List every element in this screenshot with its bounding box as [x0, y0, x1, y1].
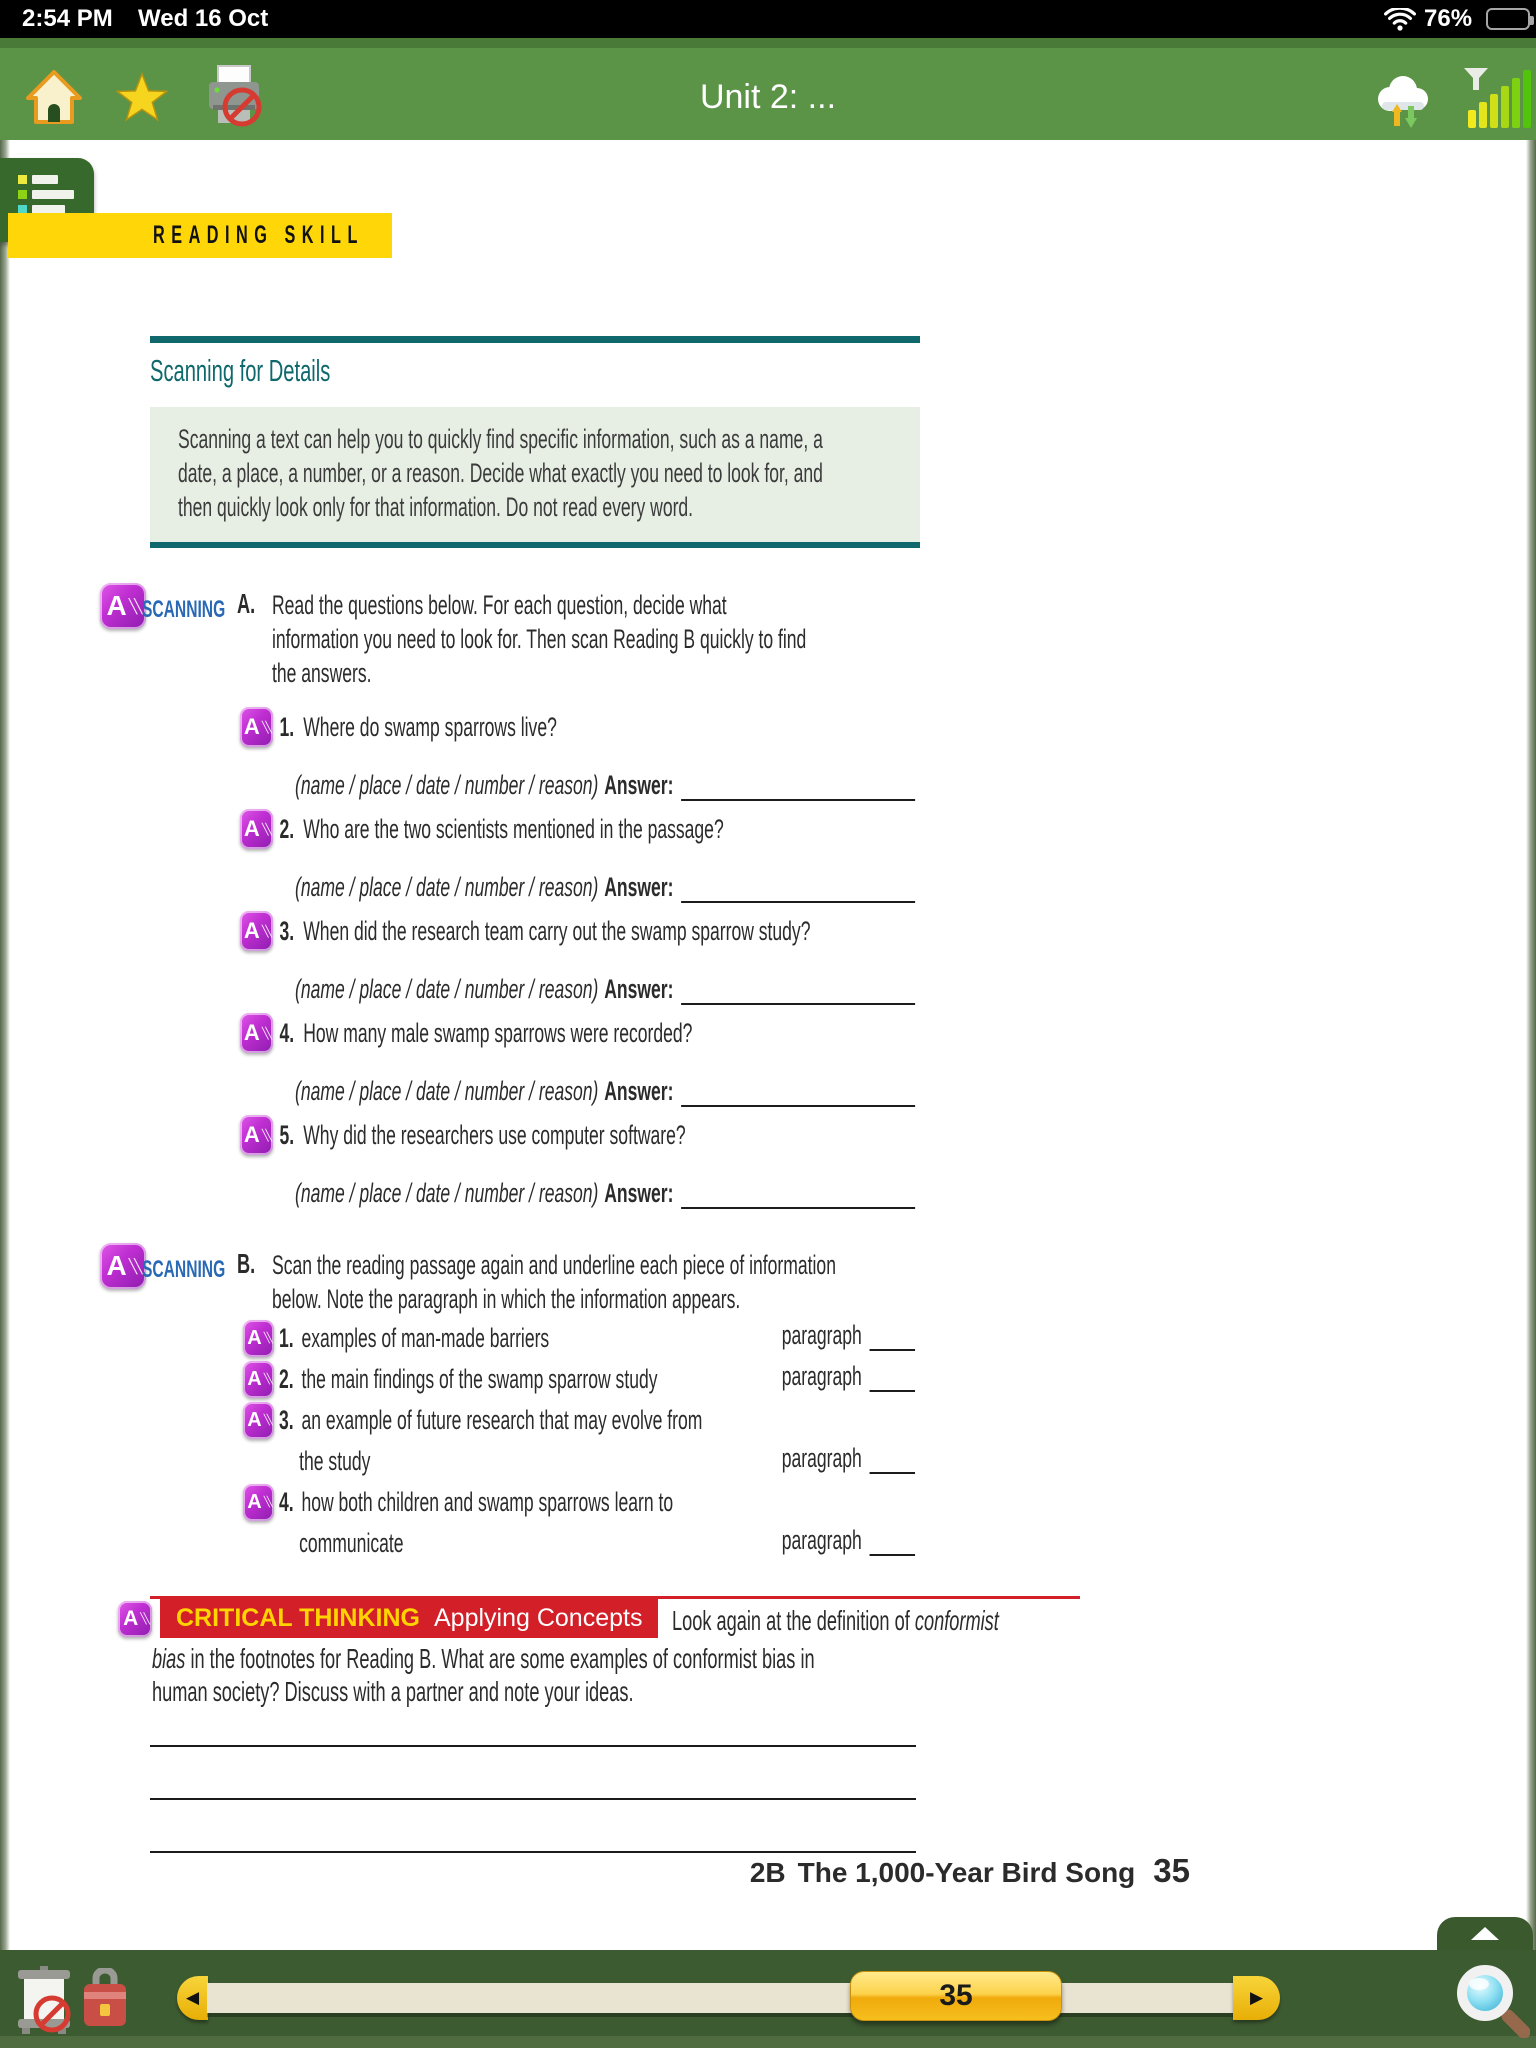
- wifi-icon: [1384, 8, 1416, 37]
- activity-a-letter: A.: [237, 588, 256, 619]
- activity-a-skill-label: SCANNING: [142, 596, 226, 623]
- projection-disabled-button[interactable]: [16, 1966, 72, 2041]
- magnifier-icon: [1452, 1960, 1530, 2038]
- item-text: communicate: [299, 1528, 404, 1558]
- item-text: examples of man-made barriers: [301, 1323, 550, 1353]
- question-badge-icon: A ╲╲: [240, 809, 273, 849]
- intro-line: date, a place, a number, or a reason. Decide what exactly you need to look for, and: [178, 458, 823, 488]
- question-row: [240, 910, 1100, 952]
- item-text: how both children and swamp sparrows learn to: [301, 1487, 674, 1517]
- answer-hint: (name / place / date / number / reason): [295, 974, 599, 1004]
- answer-blank-line[interactable]: [681, 1179, 915, 1209]
- item-number: 3.: [279, 1405, 294, 1435]
- item-number: 2.: [279, 1364, 294, 1394]
- answer-blank-line[interactable]: [681, 873, 915, 903]
- answer-blank-line[interactable]: [681, 975, 915, 1005]
- footer-section: 2B: [749, 1857, 786, 1888]
- answer-hint: (name / place / date / number / reason): [295, 1076, 599, 1106]
- right-arrow-icon: ▶: [1249, 1988, 1264, 2007]
- question-number: 4.: [279, 1017, 295, 1048]
- paragraph-blank-line[interactable]: [870, 1528, 916, 1556]
- activity-b-instructions: Scan the reading passage again and underline each piece of information below. Note the paragraph in which the information appears.: [272, 1250, 836, 1314]
- stats-button[interactable]: [1462, 66, 1532, 135]
- page-scrubber-track[interactable]: [207, 1983, 1233, 2013]
- battery-percent: 76%: [1424, 5, 1473, 32]
- item-number: 1.: [279, 1323, 294, 1353]
- skill-intro-box: [150, 407, 920, 548]
- page-back-button[interactable]: [177, 1976, 208, 2020]
- question-badge-icon: A ╲╲: [240, 1115, 273, 1155]
- question-badge-icon: A ╲╲: [240, 707, 273, 747]
- footer-page-number: 35: [1153, 1852, 1190, 1889]
- b-item-row: [243, 1400, 915, 1482]
- item-badge-icon: A ╲╲: [243, 1320, 274, 1357]
- paragraph-label: paragraph: [781, 1443, 862, 1473]
- answer-row: [295, 770, 915, 806]
- activity-a-badge-icon: A ╲╲: [100, 583, 146, 629]
- answer-row: [295, 1076, 915, 1112]
- intro-line: then quickly look only for that information. Do not read every word.: [178, 492, 694, 522]
- cloud-sync-icon: [1372, 72, 1432, 130]
- question-number: 5.: [279, 1119, 295, 1150]
- answer-row: [295, 1178, 915, 1214]
- intro-line: Scanning a text can help you to quickly find specific information, such as a name, a: [178, 424, 823, 454]
- status-bar: [0, 0, 1536, 38]
- critical-thinking-title: CRITICAL THINKING: [176, 1604, 420, 1632]
- footer-title: The 1,000-Year Bird Song: [797, 1857, 1136, 1888]
- ct-text-line: human society? Discuss with a partner and note your ideas.: [152, 1676, 634, 1707]
- answer-hint: (name / place / date / number / reason): [295, 770, 599, 800]
- status-time: 2:54 PM: [22, 5, 113, 32]
- question-text: Where do swamp sparrows live?: [303, 711, 557, 742]
- item-badge-icon: A ╲╲: [243, 1402, 274, 1439]
- page-title: Unit 2: ...: [699, 78, 837, 116]
- answer-hint: (name / place / date / number / reason): [295, 872, 599, 902]
- question-badge-icon: A ╲╲: [240, 911, 273, 951]
- stats-bars-icon: [1462, 66, 1532, 130]
- worksheet-page: [0, 140, 1536, 1950]
- paragraph-blank-line[interactable]: [870, 1364, 916, 1392]
- bottom-toolbar: [0, 1950, 1536, 2048]
- question-row: [240, 1012, 918, 1054]
- item-text: the study: [299, 1446, 371, 1476]
- item-badge-icon: A ╲╲: [243, 1484, 274, 1521]
- answer-label: Answer:: [604, 770, 674, 800]
- answer-row: [295, 872, 915, 908]
- answer-label: Answer:: [604, 1178, 674, 1208]
- section-heading: Scanning for Details: [150, 353, 331, 388]
- question-text: Who are the two scientists mentioned in the passage?: [303, 813, 724, 844]
- question-number: 3.: [279, 915, 295, 946]
- ct-text-line: bias in the footnotes for Reading B. What are some examples of conformist bias in: [152, 1643, 815, 1674]
- item-number: 4.: [279, 1487, 294, 1517]
- question-badge-icon: A ╲╲: [240, 1013, 273, 1053]
- critical-thinking-banner: [160, 1599, 658, 1638]
- activity-b-skill-label: SCANNING: [142, 1256, 226, 1283]
- projector-screen-disabled-icon: [16, 1966, 72, 2036]
- paragraph-blank-line[interactable]: [870, 1323, 916, 1351]
- page-right-edge: [1526, 140, 1536, 1950]
- answer-blank-line[interactable]: [681, 1077, 915, 1107]
- ct-text-line: Look again at the definition of conformist: [672, 1605, 999, 1636]
- reading-skill-banner: [8, 213, 392, 258]
- question-text: How many male swamp sparrows were recorded?: [303, 1017, 693, 1048]
- question-row: [240, 706, 710, 748]
- critical-thinking-subtitle: Applying Concepts: [433, 1604, 643, 1632]
- zoom-button[interactable]: [1452, 1960, 1530, 2043]
- battery-icon: [1486, 8, 1530, 30]
- writing-line[interactable]: [150, 1745, 916, 1747]
- paragraph-label: paragraph: [781, 1525, 862, 1555]
- list-icon: [18, 175, 94, 214]
- answer-label: Answer:: [604, 974, 674, 1004]
- left-arrow-icon: ◀: [185, 1988, 200, 2007]
- b-item-row: [243, 1359, 915, 1400]
- toolbox-icon: [82, 1968, 128, 2030]
- sync-button[interactable]: [1372, 72, 1432, 135]
- section-rule: [150, 336, 920, 343]
- page-indicator: 35: [939, 1979, 973, 2012]
- b-item-row: [243, 1318, 915, 1359]
- question-text: When did the research team carry out the swamp sparrow study?: [303, 915, 811, 946]
- reading-skill-label: READING SKILL: [153, 221, 364, 249]
- writing-line[interactable]: [150, 1798, 916, 1800]
- paragraph-blank-line[interactable]: [870, 1446, 916, 1474]
- up-arrow-icon: [1471, 1927, 1499, 1940]
- critical-thinking-badge-icon: A ╲╲: [118, 1601, 152, 1637]
- activity-a-instructions: Read the questions below. For each question, decide what information you need to look for. Then scan Reading B quickly to find the answers.: [272, 590, 807, 688]
- item-text: an example of future research that may evolve from: [301, 1405, 703, 1435]
- answer-label: Answer:: [604, 1076, 674, 1106]
- question-number: 1.: [279, 711, 295, 742]
- paragraph-label: paragraph: [781, 1320, 862, 1350]
- paragraph-label: paragraph: [781, 1361, 862, 1391]
- question-row: [240, 808, 966, 850]
- question-text: Why did the researchers use computer software?: [303, 1119, 686, 1150]
- activity-b-letter: B.: [237, 1248, 256, 1279]
- status-date: Wed 16 Oct: [138, 5, 269, 32]
- top-toolbar: [0, 38, 1536, 140]
- scroll-up-tab[interactable]: [1437, 1917, 1533, 1950]
- page-scrubber-thumb[interactable]: [850, 1971, 1062, 2021]
- activity-b-items: [243, 1318, 915, 1564]
- answer-row: [295, 974, 915, 1010]
- toolbox-button[interactable]: [82, 1968, 128, 2035]
- question-number: 2.: [279, 813, 295, 844]
- answer-blank-line[interactable]: [681, 771, 915, 801]
- item-badge-icon: A ╲╲: [243, 1361, 274, 1398]
- question-row: [240, 1114, 908, 1156]
- page-forward-button[interactable]: [1233, 1976, 1280, 2020]
- activity-b-badge-icon: A ╲╲: [100, 1243, 146, 1289]
- page-left-edge: [0, 140, 10, 1950]
- answer-label: Answer:: [604, 872, 674, 902]
- answer-hint: (name / place / date / number / reason): [295, 1178, 599, 1208]
- b-item-row: [243, 1482, 915, 1564]
- item-text: the main findings of the swamp sparrow study: [301, 1364, 658, 1394]
- page-footer: [150, 1852, 1190, 1890]
